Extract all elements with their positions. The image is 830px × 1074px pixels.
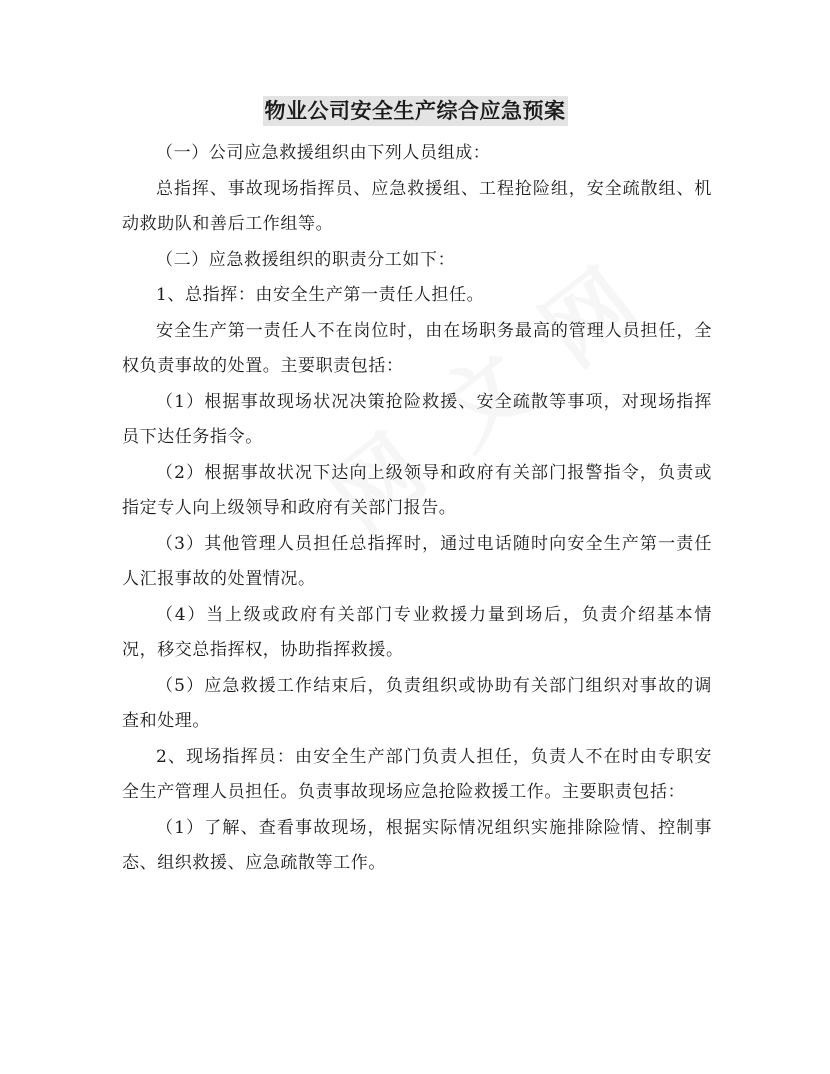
paragraph-duty-1: （1）根据事故现场状况决策抢险救援、安全疏散等事项，对现场指挥员下达任务指令。 — [122, 391, 712, 447]
paragraph-duties-heading: （二）应急救援组织的职责分工如下： — [156, 249, 456, 270]
paragraph-duty-4: （4）当上级或政府有关部门专业救援力量到场后，负责介绍基本情况，移交总指挥权，协助指挥救援。 — [122, 604, 712, 660]
title-container — [0, 96, 830, 126]
document-body — [122, 136, 712, 882]
paragraph-site-duty-1: （1）了解、查看事故现场，根据实际情况组织实施排除险情、控制事态、组织救援、应急疏散等工作。 — [122, 817, 712, 873]
paragraph-org-composition-heading: （一）公司应急救援组织由下列人员组成： — [156, 143, 491, 163]
paragraph-commander-absent: 安全生产第一责任人不在岗位时，由在场职务最高的管理人员担任，全权负责事故的处置。主要职责包括： — [122, 320, 712, 376]
paragraph-duty-2: （2）根据事故状况下达向上级领导和政府有关部门报警指令，负责或指定专人向上级领导和政府有关部门报告。 — [122, 462, 712, 518]
paragraph-duty-3: （3）其他管理人员担任总指挥时，通过电话随时向安全生产第一责任人汇报事故的处置情况。 — [122, 533, 712, 589]
paragraph-commander: 1、总指挥：由安全生产第一责任人担任。 — [156, 285, 485, 305]
paragraph-org-members: 总指挥、事故现场指挥员、应急救援组、工程抢险组，安全疏散组、机动救助队和善后工作组等。 — [122, 178, 712, 234]
paragraph-site-commander: 2、现场指挥员：由安全生产部门负责人担任，负责人不在时由专职安全生产管理人员担任。负责事故现场应急抢险救援工作。主要职责包括： — [122, 746, 712, 802]
paragraph-duty-5: （5）应急救援工作结束后，负责组织或协助有关部门组织对事故的调查和处理。 — [122, 675, 712, 731]
document-title: 物业公司安全生产综合应急预案 — [263, 96, 568, 126]
